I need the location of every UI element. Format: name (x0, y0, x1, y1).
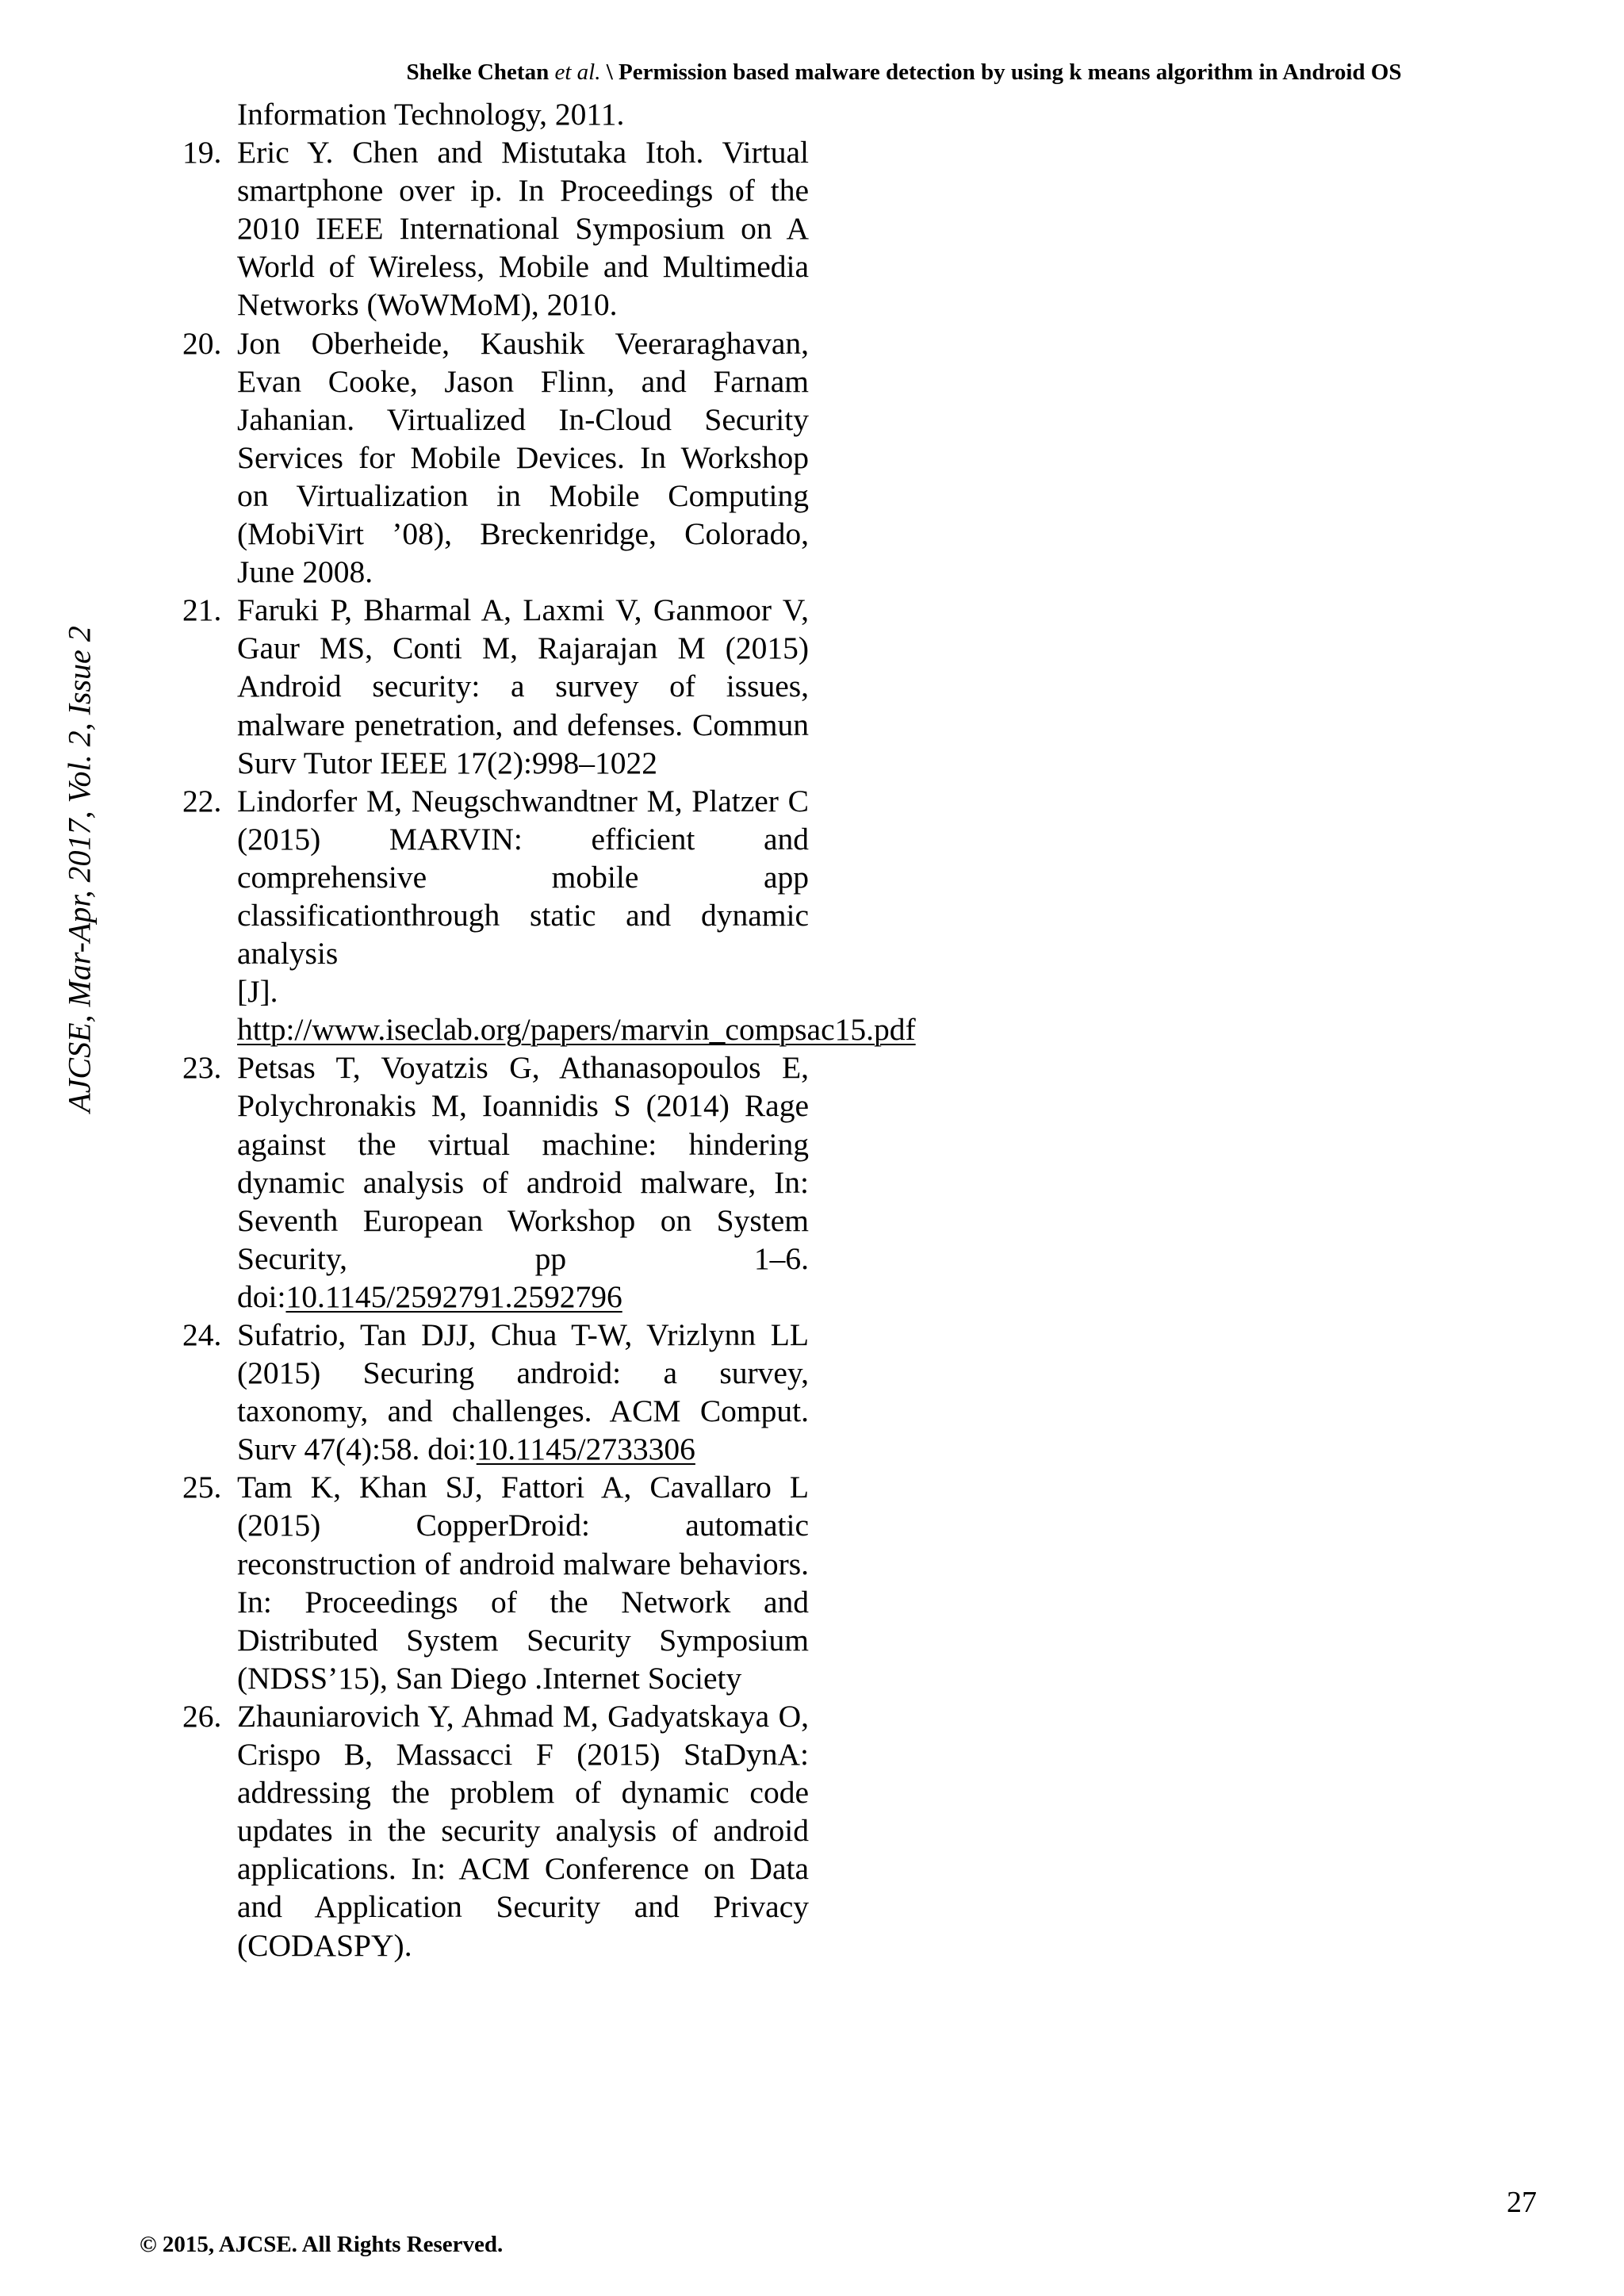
reference-text-cont: [J]. (237, 974, 278, 1010)
header-author: Shelke Chetan (406, 59, 550, 85)
reference-text: Tam K, Khan SJ, Fattori A, Cavallaro L (2015) CopperDroid: automatic reconstruction of android malware behaviors. In: Proceedings of the Network and Distributed System Security Symposium (NDSS’15), San Diego .Internet Society (237, 1470, 809, 1696)
reference-item (182, 324, 809, 592)
reference-item (182, 1048, 809, 1316)
side-journal-text: AJCSE, Mar-Apr, 2017, Vol. 2, Issue 2 (61, 626, 98, 1113)
reference-item (182, 591, 809, 781)
reference-list (182, 95, 916, 1964)
reference-text: Lindorfer M, Neugschwandtner M, Platzer C (2015) MARVIN: efficient and comprehensive mobile app classificationthrough static and dynamic analysis (237, 783, 809, 972)
reference-number: 21. (182, 592, 222, 628)
reference-text: Eric Y. Chen and Mistutaka Itoh. Virtual smartphone over ip. In Proceedings of the 2010 IEEE International Symposium on A World of Wireless, Mobile and Multimedia Networks (WoWMoM), 2010. (237, 135, 809, 323)
reference-item (182, 133, 809, 324)
reference-text: Sufatrio, Tan DJJ, Chua T-W, Vrizlynn LL (2015) Securing android: a survey, taxonomy, and challenges. ACM Comput. Surv 47(4):58. doi: (237, 1317, 809, 1467)
reference-doi-link[interactable]: 10.1145/2733306 (476, 1432, 695, 1467)
reference-text: Petsas T, Voyatzis G, Athanasopoulos E, Polychronakis M, Ioannidis S (2014) Rage against the virtual machine: hindering dynamic analysis of android malware, In: Seventh European Workshop on System Security, pp 1–6. doi: (237, 1050, 809, 1314)
reference-link[interactable]: http://www.iseclab.org/papers/marvin_compsac15.pdf (237, 1012, 916, 1048)
reference-number: 20. (182, 325, 222, 361)
reference-text: Jon Oberheide, Kaushik Veeraraghavan, Evan Cooke, Jason Flinn, and Farnam Jahanian. Virtualized In-Cloud Security Services for Mobile Devices. In Workshop on Virtualization in Mobile Computing (MobiVirt ’08), Breckenridge, Colorado, June 2008. (237, 325, 809, 590)
reference-continuation: Information Technology, 2011. (237, 97, 625, 132)
reference-number: 22. (182, 783, 222, 818)
page-number: 27 (1507, 2186, 1537, 2219)
reference-number: 23. (182, 1050, 222, 1086)
header-etal: et al. (554, 59, 601, 85)
reference-number: 24. (182, 1317, 222, 1352)
reference-item (182, 782, 916, 1049)
reference-number: 26. (182, 1698, 222, 1734)
reference-item (182, 1316, 809, 1468)
copyright-footer: © 2015, AJCSE. All Rights Reserved. (140, 2232, 504, 2257)
reference-text: Faruki P, Bharmal A, Laxmi V, Ganmoor V, Gaur MS, Conti M, Rajarajan M (2015) Android security: a survey of issues, malware penetration, and defenses. Commun Surv Tutor IEEE 17(2):998–1022 (237, 592, 809, 780)
reference-item (182, 1697, 809, 1964)
reference-doi-link[interactable]: 10.1145/2592791.2592796 (285, 1278, 622, 1314)
reference-number: 19. (182, 135, 222, 171)
reference-number: 25. (182, 1470, 222, 1505)
header-title: \ Permission based malware detection by using k means algorithm in Android OS (600, 59, 1402, 85)
running-header (301, 59, 1507, 86)
reference-text: Zhauniarovich Y, Ahmad M, Gadyatskaya O, Crispo B, Massacci F (2015) StaDynA: addressing the problem of dynamic code updates in the security analysis of android applications. In: ACM Conference on Data and Application Security and Privacy (CODASPY). (237, 1698, 809, 1963)
reference-item (182, 1468, 809, 1697)
